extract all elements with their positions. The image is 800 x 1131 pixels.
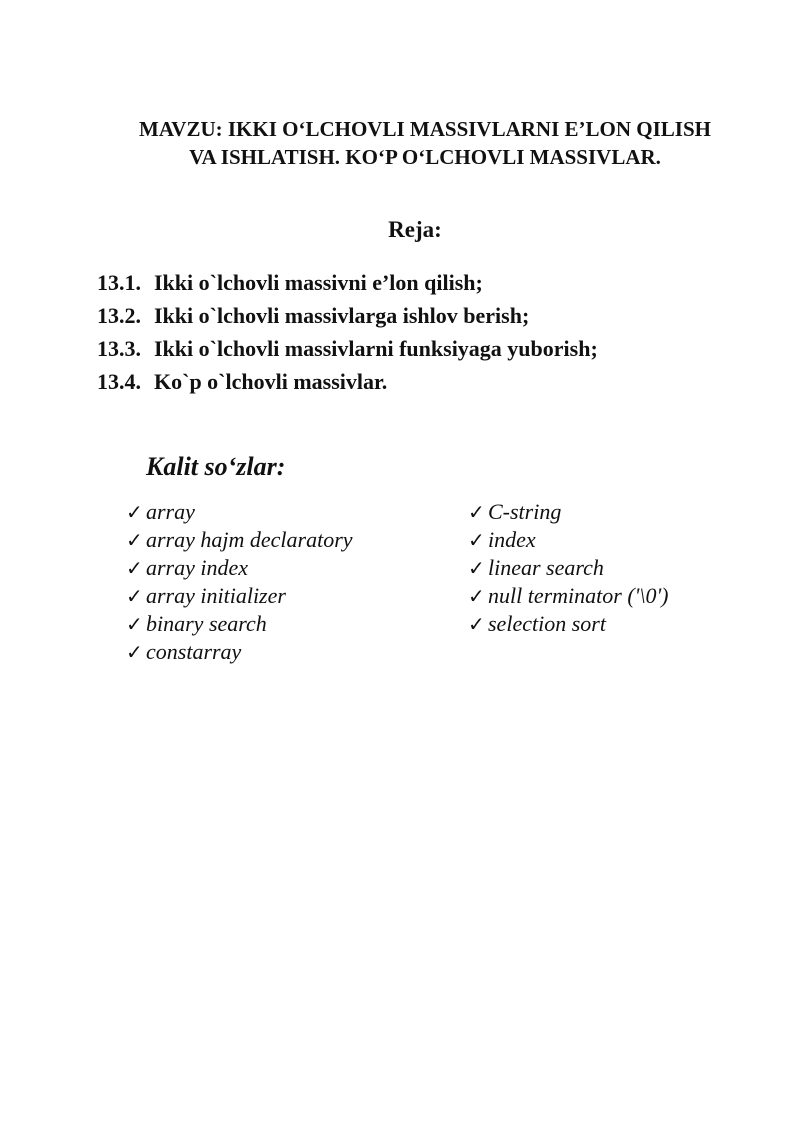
keyword-text: index [488,527,536,552]
keyword-text: linear search [488,555,604,580]
checkmark-icon: ✓ [468,530,485,552]
checkmark-icon: ✓ [468,614,485,636]
plan-item-number: 13.1. [97,270,141,295]
plan-item-text: Ikki o`lchovli massivni e’lon qilish; [154,270,483,295]
keyword-text: array index [146,555,249,580]
checkmark-icon: ✓ [468,502,485,524]
keyword-item [126,610,353,638]
keyword-item [468,554,669,582]
keyword-item [126,554,353,582]
keyword-item [468,526,669,554]
keyword-item [126,582,353,610]
keyword-text: null terminator ('\0') [488,583,669,608]
plan-heading: Reja: [388,217,442,242]
plan-item-number: 13.3. [97,336,141,361]
checkmark-icon: ✓ [126,530,143,552]
title-line-2: VA ISHLATISH. KO‘P O‘LCHOVLI MASSIVLAR. [189,145,661,169]
plan-list [97,268,598,400]
checkmark-icon: ✓ [126,558,143,580]
keyword-item [126,638,353,666]
keywords-left-column [126,498,353,666]
title-line-1: MAVZU: IKKI O‘LCHOVLI MASSIVLARNI E’LON QILISH [139,117,711,141]
plan-item-text: Ikki o`lchovli massivlarni funksiyaga yuborish; [154,336,598,361]
plan-item [97,268,598,301]
keyword-text: array initializer [146,583,286,608]
plan-item [97,301,598,334]
checkmark-icon: ✓ [126,586,143,608]
keyword-item [468,610,669,638]
checkmark-icon: ✓ [126,614,143,636]
keyword-text: binary search [146,611,267,636]
plan-item-number: 13.4. [97,369,141,394]
keyword-item [126,498,353,526]
checkmark-icon: ✓ [126,642,143,664]
keyword-text: C-string [488,499,562,524]
plan-item-text: Ko`p o`lchovli massivlar. [154,369,388,394]
page-title [60,115,790,171]
keywords-right-column [468,498,669,638]
keyword-text: array hajm declaratory [146,527,353,552]
keywords-heading: Kalit so‘zlar: [146,452,286,481]
checkmark-icon: ✓ [468,558,485,580]
plan-item-text: Ikki o`lchovli massivlarga ishlov berish; [154,303,530,328]
keyword-text: selection sort [488,611,606,636]
keyword-item [126,526,353,554]
keyword-text: constarray [146,639,242,664]
keyword-item [468,498,669,526]
plan-item [97,334,598,367]
checkmark-icon: ✓ [126,502,143,524]
plan-item [97,367,598,400]
keyword-text: array [146,499,195,524]
checkmark-icon: ✓ [468,586,485,608]
keyword-item [468,582,669,610]
plan-item-number: 13.2. [97,303,141,328]
